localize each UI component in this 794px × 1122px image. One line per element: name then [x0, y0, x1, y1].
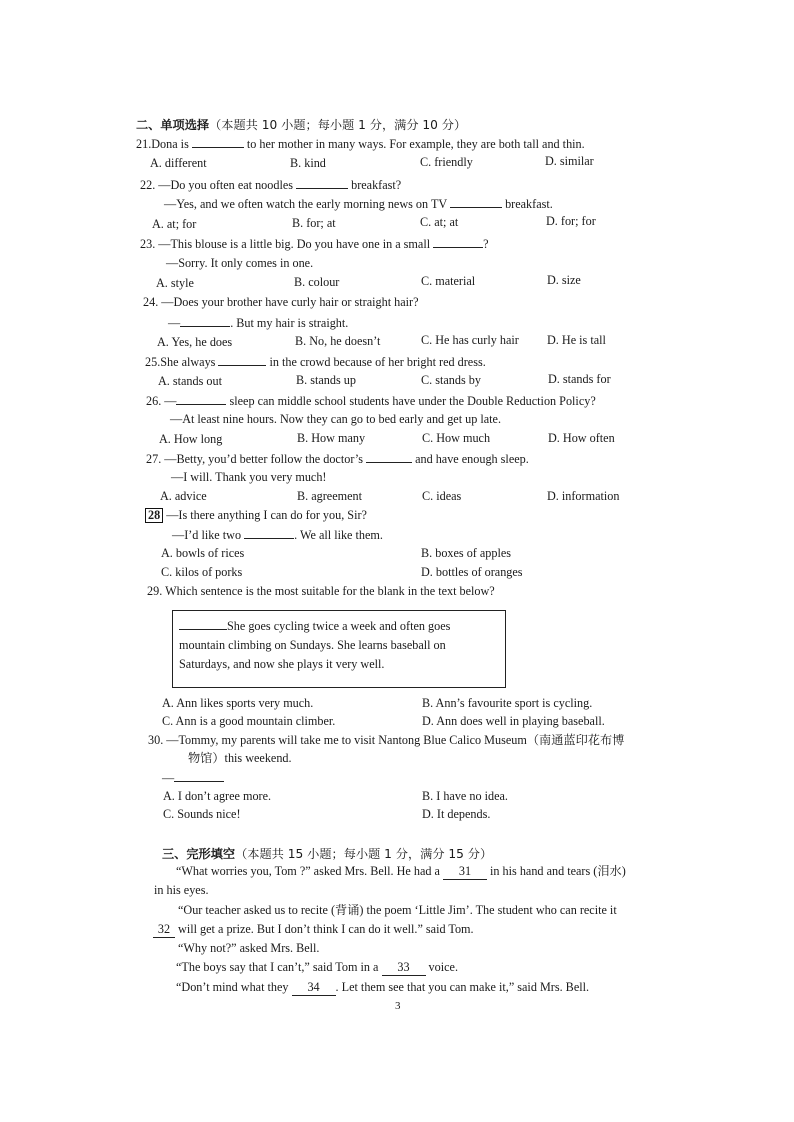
cloze-line-3: “Our teacher asked us to recite (背诵) the poem ‘Little Jim’. The student who can recite it: [178, 903, 617, 917]
answer-blank: [366, 451, 412, 463]
question-number: 22.: [140, 178, 156, 192]
cloze-blank-33: 33: [382, 960, 426, 976]
stem-text: —: [164, 394, 177, 408]
cloze-blank-31: 31: [443, 864, 487, 880]
q25-option-d: D. stands for: [548, 372, 611, 386]
stem-text: —I’d like two: [172, 528, 242, 542]
cloze-line-5: “Why not?” asked Mrs. Bell.: [178, 941, 320, 955]
cloze-blank-32: 32: [153, 922, 175, 938]
page-number: 3: [395, 1000, 401, 1012]
answer-blank: [244, 527, 294, 539]
question-number: 29.: [147, 584, 163, 598]
q24-option-d: D. He is tall: [547, 333, 606, 347]
stem-text: . But my hair is straight.: [230, 316, 349, 330]
stem-text: —Do you often eat noodles: [158, 178, 293, 192]
q29-text-box: [172, 610, 506, 688]
question-24-line-1: [143, 295, 419, 310]
stem-text: . We all like them.: [294, 528, 383, 542]
q27-option-c: C. ideas: [422, 489, 462, 503]
q22-option-a: A. at; for: [152, 217, 197, 231]
stem-text: —Betty, you’d better follow the doctor’s: [164, 452, 363, 466]
answer-blank: [179, 618, 227, 630]
q22-option-b: B. for; at: [292, 216, 336, 230]
q21-option-d: D. similar: [545, 154, 594, 168]
q29-option-a: A. Ann likes sports very much.: [162, 696, 314, 710]
section-3-title: 三、完形填空: [162, 847, 236, 861]
stem-text: Which sentence is the most suitable for the blank in the text below?: [165, 584, 495, 598]
passage-line: Saturdays, and now she plays it very well.: [179, 657, 385, 671]
section-2-title: 二、单项选择: [136, 118, 210, 132]
q22-option-d: D. for; for: [546, 214, 596, 228]
question-21-stem: [136, 136, 585, 152]
stem-text: sleep can middle school students have under the Double Reduction Policy?: [229, 394, 596, 408]
section-2-note: （本题共 10 小题；每小题 1 分，满分 10 分）: [209, 118, 467, 132]
q30-option-d: D. It depends.: [422, 807, 491, 821]
question-24-line-2: [168, 315, 348, 331]
stem-text: —Does your brother have curly hair or straight hair?: [161, 295, 419, 309]
question-number: 27.: [146, 452, 162, 466]
cloze-line-1: [176, 864, 626, 880]
q28-option-b: B. boxes of apples: [421, 546, 512, 560]
cloze-blank-34: 34: [292, 980, 336, 996]
question-28-line-1: [145, 508, 367, 523]
passage-line: mountain climbing on Sundays. She learns baseball on: [179, 638, 446, 652]
q25-option-b: B. stands up: [296, 373, 356, 387]
answer-blank: [218, 354, 266, 366]
question-25-stem: [145, 354, 486, 370]
cloze-line-4: [153, 922, 474, 938]
answer-blank: [176, 393, 226, 405]
cloze-line-6: [176, 960, 458, 976]
q28-option-d: D. bottles of oranges: [421, 565, 523, 579]
stem-text: —Tommy, my parents will take me to visit Nantong Blue Calico Museum（南通蓝印花布博: [166, 733, 625, 747]
q26-option-d: D. How often: [548, 431, 615, 445]
answer-blank: [180, 315, 230, 327]
question-26-line-2: —At least nine hours. Now they can go to bed early and get up late.: [170, 412, 502, 426]
stem-text: —: [162, 771, 175, 785]
q23-option-a: A. style: [156, 276, 194, 290]
q27-option-a: A. advice: [160, 489, 207, 503]
q28-option-c: C. kilos of porks: [161, 565, 243, 579]
stem-text: She always: [160, 355, 216, 369]
q27-option-b: B. agreement: [297, 489, 362, 503]
q24-option-c: C. He has curly hair: [421, 333, 519, 347]
question-number-boxed: 28: [145, 508, 163, 523]
q21-option-c: C. friendly: [420, 155, 473, 169]
section-2-heading: [136, 116, 466, 133]
passage-text: “Don’t mind what they: [176, 980, 289, 994]
q25-option-a: A. stands out: [158, 374, 222, 388]
cloze-line-7: [176, 980, 589, 996]
answer-blank: [192, 136, 244, 148]
q30-option-a: A. I don’t agree more.: [163, 789, 272, 803]
passage-text: She goes cycling twice a week and often goes: [227, 619, 451, 633]
question-number: 23.: [140, 237, 156, 251]
q29-option-d: D. Ann does well in playing baseball.: [422, 714, 605, 728]
question-26-line-1: [146, 393, 596, 409]
passage-line: [179, 617, 499, 636]
section-3-note: （本题共 15 小题；每小题 1 分，满分 15 分）: [235, 847, 493, 861]
stem-text: ?: [483, 237, 489, 251]
q23-option-d: D. size: [547, 273, 581, 287]
q24-option-b: B. No, he doesn’t: [295, 334, 381, 348]
passage-text: “The boys say that I can’t,” said Tom in a: [176, 960, 379, 974]
q30-option-b: B. I have no idea.: [422, 789, 508, 803]
stem-text: —This blouse is a little big. Do you have one in a small: [158, 237, 431, 251]
stem-text: breakfast.: [505, 197, 553, 211]
stem-text: —: [168, 316, 181, 330]
answer-blank: [450, 196, 502, 208]
question-27-line-2: —I will. Thank you very much!: [171, 470, 327, 484]
question-30-line-3: [162, 770, 224, 786]
question-23-line-2: —Sorry. It only comes in one.: [166, 256, 314, 270]
question-22-line-2: [164, 196, 553, 212]
stem-text: and have enough sleep.: [415, 452, 529, 466]
question-30-line-2: 物馆）this weekend.: [188, 751, 292, 765]
q22-option-c: C. at; at: [420, 215, 459, 229]
q25-option-c: C. stands by: [421, 373, 481, 387]
passage-text: voice.: [428, 960, 458, 974]
stem-text: Dona is: [151, 137, 189, 151]
q27-option-d: D. information: [547, 489, 620, 503]
answer-blank: [433, 236, 483, 248]
q30-option-c: C. Sounds nice!: [163, 807, 241, 821]
q21-option-a: A. different: [150, 156, 207, 170]
q24-option-a: A. Yes, he does: [157, 335, 233, 349]
q29-option-b: B. Ann’s favourite sport is cycling.: [422, 696, 593, 710]
question-number: 21.: [136, 137, 152, 151]
q26-option-b: B. How many: [297, 431, 366, 445]
question-number: 24.: [143, 295, 159, 309]
q28-option-a: A. bowls of rices: [161, 546, 245, 560]
q26-option-a: A. How long: [159, 432, 223, 446]
q23-option-b: B. colour: [294, 275, 340, 289]
q29-option-c: C. Ann is a good mountain climber.: [162, 714, 336, 728]
question-23-line-1: [140, 236, 489, 252]
question-number: 30.: [148, 733, 164, 747]
answer-blank: [296, 177, 348, 189]
question-30-line-1: [148, 733, 624, 748]
question-27-line-1: [146, 451, 529, 467]
question-29-stem: [147, 584, 495, 599]
question-number: 26.: [146, 394, 162, 408]
question-28-line-2: [172, 527, 383, 543]
question-number: 25.: [145, 355, 161, 369]
stem-text: to her mother in many ways. For example, they are both tall and thin.: [246, 137, 585, 151]
question-22-line-1: [140, 177, 401, 193]
cloze-line-2: in his eyes.: [154, 883, 209, 897]
answer-blank: [174, 770, 224, 782]
section-3-heading: [162, 845, 492, 862]
stem-text: —Is there anything I can do for you, Sir?: [166, 508, 367, 522]
passage-text: “What worries you, Tom ?” asked Mrs. Bell. He had a: [176, 864, 440, 878]
stem-text: —Yes, and we often watch the early morning news on TV: [164, 197, 447, 211]
passage-text: will get a prize. But I don’t think I can do it well.” said Tom.: [178, 922, 474, 936]
passage-text: in his hand and tears (泪水): [490, 864, 626, 878]
q21-option-b: B. kind: [290, 156, 326, 170]
stem-text: in the crowd because of her bright red dress.: [269, 355, 486, 369]
q26-option-c: C. How much: [422, 431, 491, 445]
stem-text: breakfast?: [351, 178, 402, 192]
passage-text: . Let them see that you can make it,” said Mrs. Bell.: [335, 980, 590, 994]
q23-option-c: C. material: [421, 274, 476, 288]
